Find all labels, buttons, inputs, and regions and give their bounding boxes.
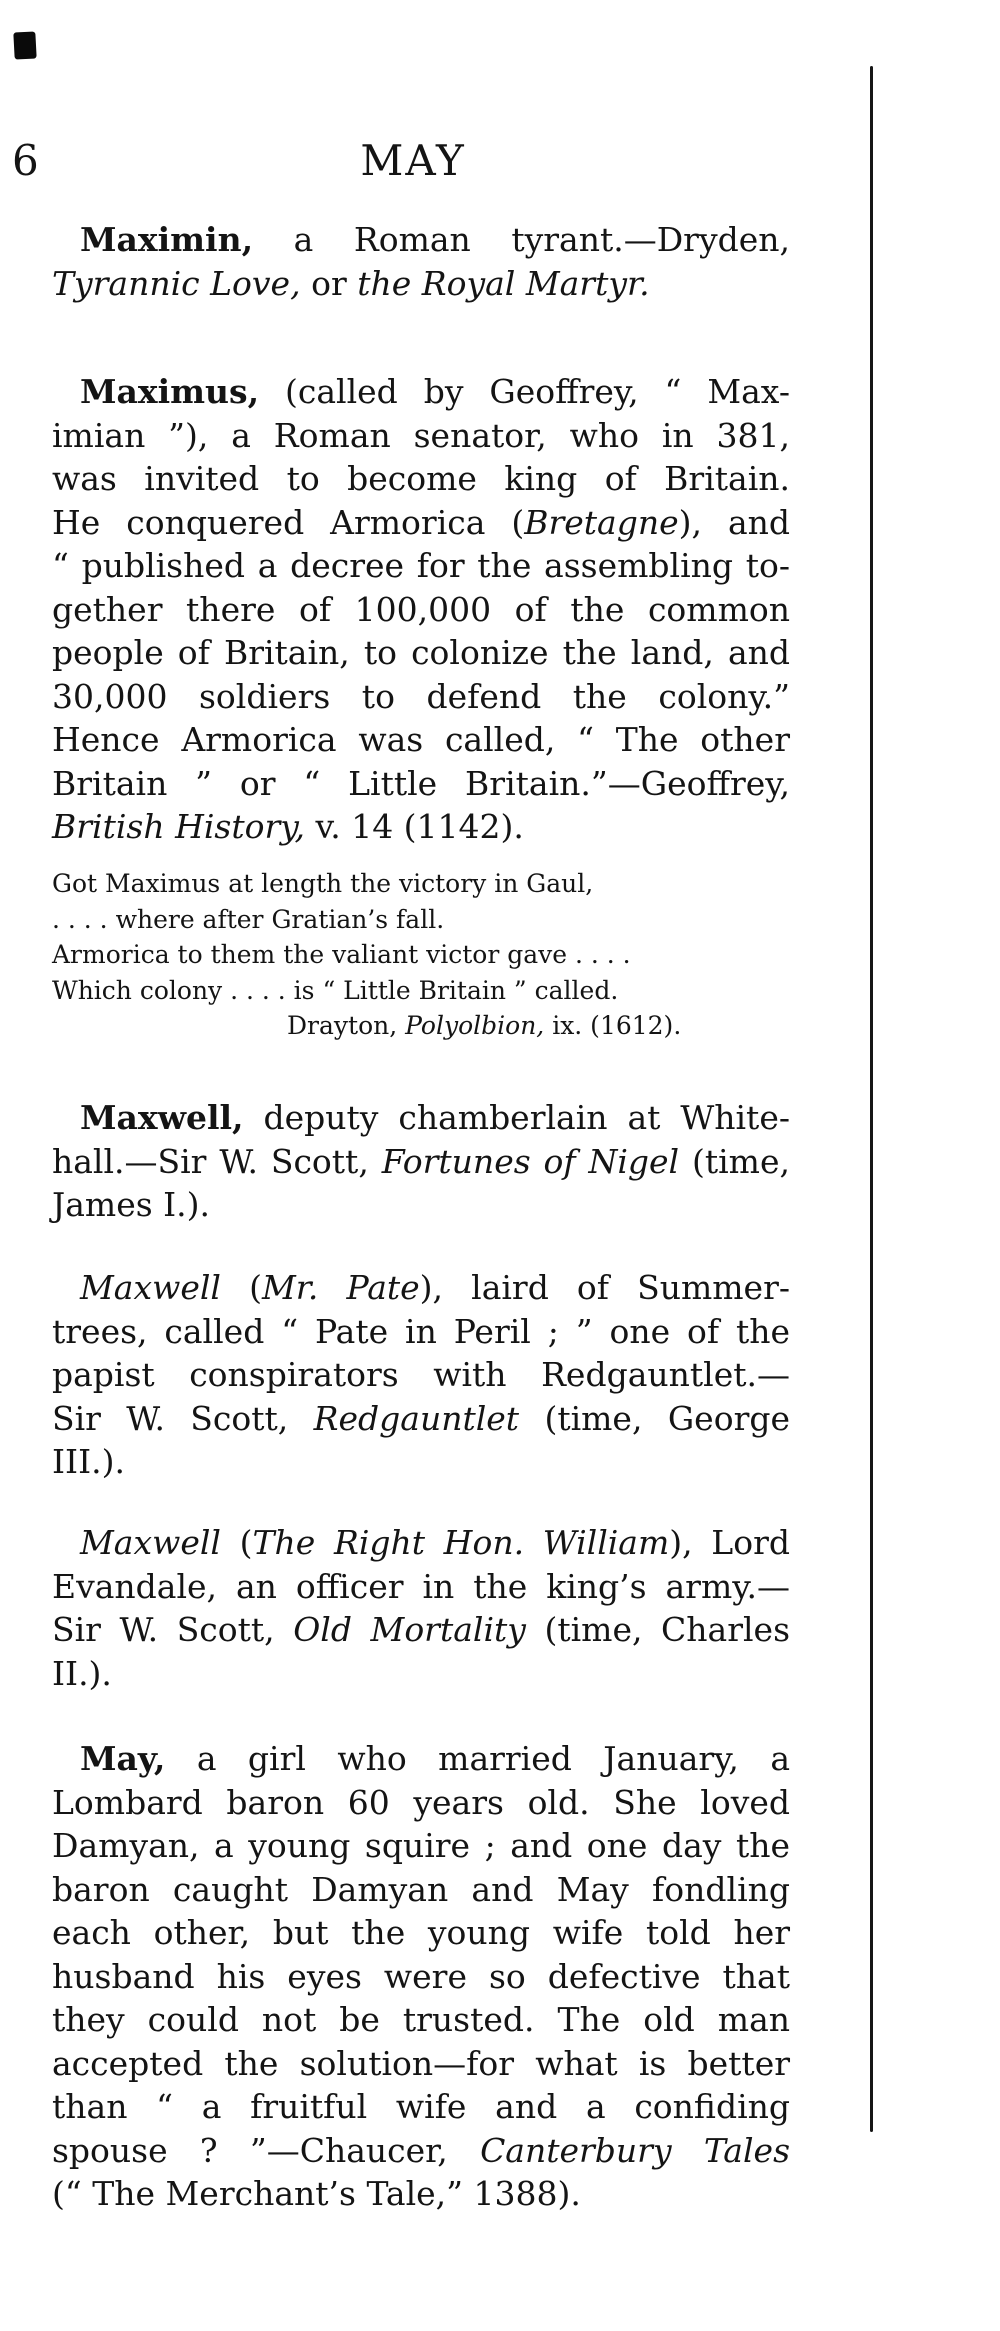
- page-number: 6: [12, 136, 39, 185]
- text-run: (: [220, 1268, 262, 1307]
- text-run: 30,000 soldiers to defend the colony.”: [52, 676, 790, 716]
- text-line: [52, 218, 790, 262]
- verse-quotation: [52, 866, 790, 1044]
- text-run: gether there of 100,000 of the common: [52, 589, 790, 629]
- text-line: [52, 1737, 790, 1781]
- text-run: (time,: [679, 1141, 790, 1181]
- text-run: hall.—Sir W. Scott,: [52, 1141, 382, 1181]
- text-run: Evandale, an officer in the king’s army.—: [52, 1566, 790, 1606]
- text-run: Maxwell: [80, 1523, 221, 1562]
- text-line: [52, 544, 790, 588]
- text-run: James I.).: [52, 1185, 211, 1224]
- text-line: [52, 1310, 790, 1354]
- text-line: [52, 675, 790, 719]
- text-line: [52, 370, 790, 414]
- text-run: (called by Geoffrey, “ Max-: [259, 372, 790, 411]
- text-run: husband his eyes were so defective that: [52, 1956, 790, 1996]
- text-run: imian ”), a Roman senator, who in 381,: [52, 415, 790, 455]
- text-run: trees, called “ Pate in Peril ; ” one of the: [52, 1311, 790, 1351]
- text-line: [52, 1096, 790, 1140]
- text-run: each other, but the young wife told her: [52, 1913, 790, 1952]
- text-line: [52, 1652, 790, 1696]
- text-run: baron caught Damyan and May fondling: [52, 1869, 790, 1909]
- text-run: Lombard baron 60 years old. She loved: [52, 1782, 790, 1822]
- text-run: Armorica to them the valiant victor gave . . . .: [52, 940, 631, 969]
- text-run: Fortunes of Nigel: [381, 1141, 680, 1181]
- text-run: (“ The Merchant’s Tale,” 1388).: [52, 2174, 581, 2213]
- text-run: spouse ? ”—Chaucer,: [52, 2130, 481, 2170]
- text-run: ix. (1612).: [544, 1011, 682, 1040]
- text-run: He conquered Armorica (: [52, 502, 525, 542]
- text-run: Drayton,: [287, 1011, 406, 1040]
- text-line: [52, 1868, 790, 1912]
- text-line: [52, 1440, 790, 1484]
- entry-maxwell: [52, 1096, 790, 1227]
- text-line: [52, 1608, 790, 1652]
- text-run: Canterbury Tales: [480, 2130, 790, 2170]
- text-line: [52, 457, 790, 501]
- text-line: [52, 718, 790, 762]
- text-run: Sir W. Scott,: [52, 1610, 294, 1649]
- entry-maximin: [52, 218, 790, 305]
- text-line: [52, 1266, 790, 1310]
- text-line: [52, 588, 790, 632]
- text-run: Got Maximus at length the victory in Gaul,: [52, 869, 594, 898]
- text-run: a girl who married January, a: [165, 1739, 790, 1778]
- entry-may: [52, 1737, 790, 2216]
- text-run: Which colony . . . . is “ Little Britain ” called.: [52, 975, 619, 1005]
- text-line: [52, 1140, 790, 1184]
- text-run: III.).: [52, 1442, 125, 1481]
- text-line: [52, 1781, 790, 1825]
- page-gutter-line: [870, 66, 873, 2132]
- verse-line: [52, 902, 790, 938]
- text-run: May,: [80, 1739, 166, 1778]
- verse-line: [52, 1008, 790, 1044]
- text-line: [52, 2042, 790, 2086]
- text-line: [52, 1183, 790, 1227]
- text-line: [52, 1911, 790, 1955]
- text-line: [52, 2129, 790, 2173]
- text-line: [52, 1565, 790, 1609]
- text-run: or: [300, 263, 358, 303]
- text-run: was invited to become king of Britain.: [52, 459, 790, 498]
- text-run: a Roman tyrant.—Dryden,: [253, 220, 790, 259]
- running-head-title: MAY: [360, 136, 466, 185]
- text-line: [52, 1998, 790, 2042]
- text-line: [52, 1824, 790, 1868]
- text-line: [52, 762, 790, 806]
- text-line: [52, 501, 790, 545]
- text-run: II.).: [52, 1653, 112, 1693]
- text-run: Maxwell,: [80, 1098, 244, 1137]
- text-run: people of Britain, to colonize the land, and: [52, 633, 790, 672]
- text-run: (: [220, 1523, 253, 1562]
- verse-line: [52, 866, 790, 902]
- text-line: [52, 631, 790, 675]
- entry-maxwell-right-hon-william: [52, 1521, 790, 1695]
- text-run: Britain ” or “ Little Britain.”—Geoffrey,: [52, 763, 790, 803]
- text-run: ), Lord: [669, 1523, 790, 1562]
- text-run: Maximin,: [80, 220, 254, 259]
- verse-line: [52, 937, 790, 973]
- text-run: . . . . where after Gratian’s fall.: [52, 904, 445, 934]
- text-run: Damyan, a young squire ; and one day the: [52, 1826, 790, 1865]
- text-run: Old Mortality: [293, 1610, 526, 1649]
- text-line: [52, 262, 790, 306]
- text-run: Bretagne: [524, 502, 679, 542]
- text-line: [52, 2172, 790, 2216]
- text-run: than “ a fruitful wife and a confiding: [52, 2087, 790, 2126]
- entry-maxwell-mr-pate: [52, 1266, 790, 1484]
- text-run: British History,: [52, 807, 305, 846]
- text-run: Maxwell: [80, 1268, 221, 1307]
- text-run: Redgauntlet: [313, 1398, 520, 1438]
- text-line: [52, 805, 790, 849]
- text-run: ), laird of Summer-: [419, 1268, 790, 1307]
- text-line: [52, 1521, 790, 1565]
- text-run: ), and: [678, 502, 791, 542]
- text-run: Sir W. Scott,: [52, 1398, 314, 1438]
- text-run: the Royal Martyr.: [357, 263, 650, 303]
- text-run: accepted the solution—for what is better: [52, 2043, 790, 2083]
- text-run: they could not be trusted. The old man: [52, 2000, 790, 2039]
- text-run: Hence Armorica was called, “ The other: [52, 720, 790, 759]
- text-line: [52, 1397, 790, 1441]
- text-run: Tyrannic Love,: [52, 263, 301, 303]
- text-run: Maximus,: [80, 372, 260, 411]
- text-run: The Right Hon. William: [252, 1523, 670, 1562]
- text-run: v. 14 (1142).: [305, 807, 524, 846]
- text-run: (time, George: [519, 1398, 791, 1438]
- verse-line: [52, 973, 790, 1009]
- text-run: (time, Charles: [525, 1610, 791, 1649]
- scan-speck-mark: [13, 31, 36, 59]
- text-run: Polyolbion,: [405, 1011, 545, 1040]
- text-run: deputy chamberlain at White-: [243, 1098, 790, 1137]
- text-line: [52, 1955, 790, 1999]
- text-line: [52, 1353, 790, 1397]
- text-run: Mr. Pate: [261, 1268, 420, 1307]
- text-run: “ published a decree for the assembling to-: [52, 546, 790, 585]
- text-line: [52, 414, 790, 458]
- text-run: papist conspirators with Redgauntlet.—: [52, 1355, 790, 1394]
- text-line: [52, 2085, 790, 2129]
- entry-maximus: [52, 370, 790, 849]
